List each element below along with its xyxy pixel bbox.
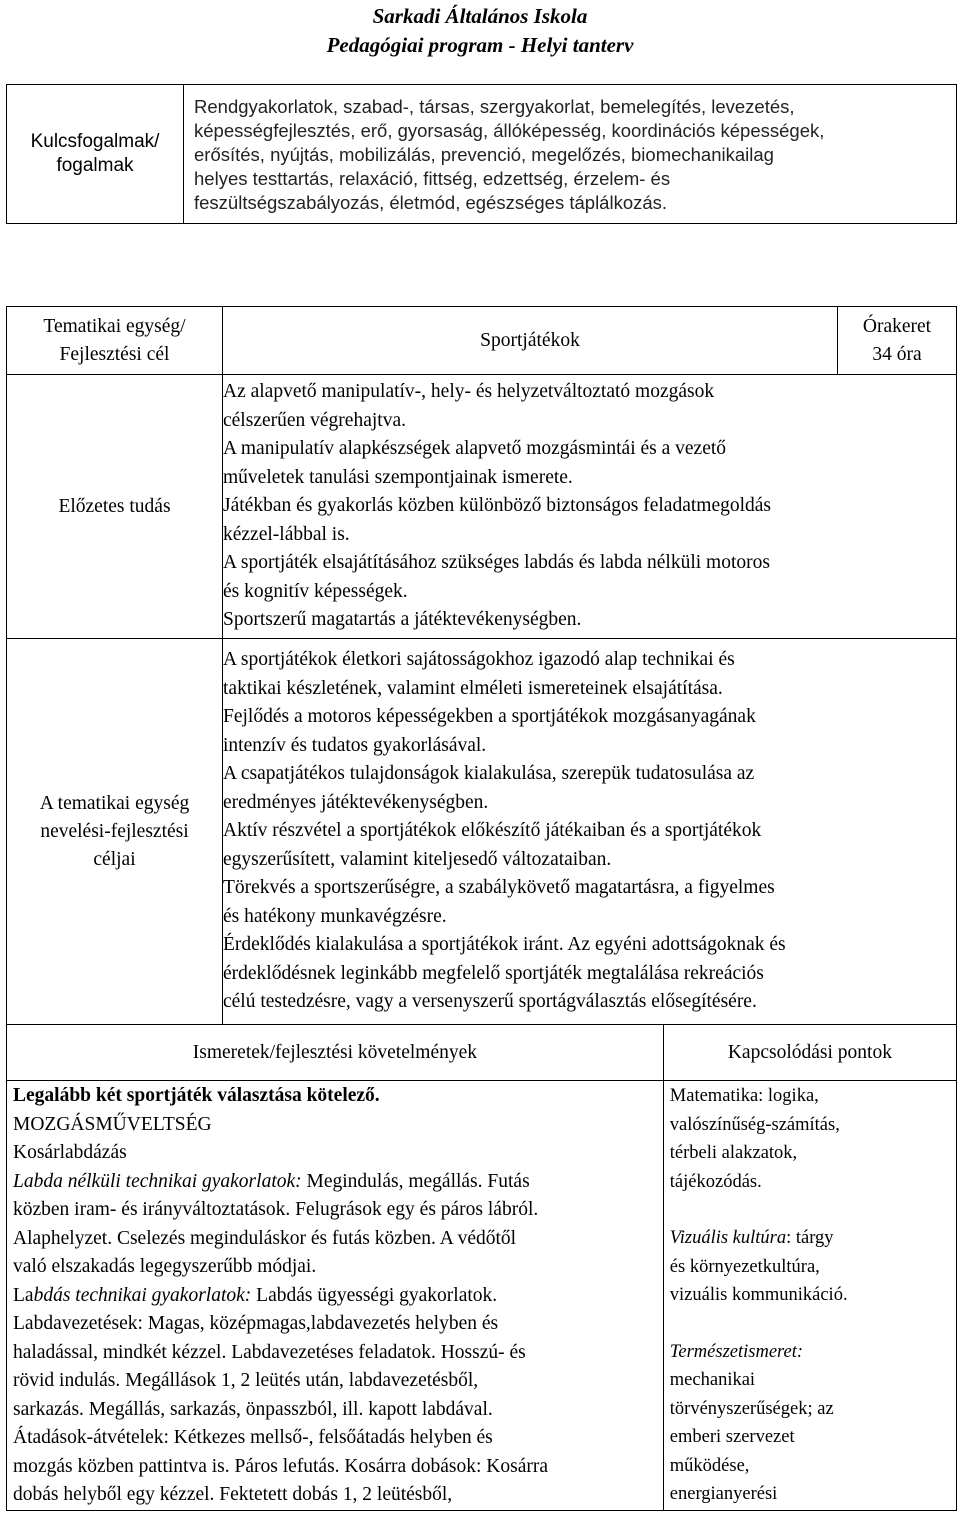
- key-concepts-table: [6, 84, 957, 224]
- prior-knowledge-label: Előzetes tudás: [7, 375, 223, 639]
- requirements-body: Legalább két sportjáték választása kötelező. MOZGÁSMŰVELTSÉG Kosárlabdázás Labda nélküli technikai gyakorlatok: Megindulás, megállás. Futás közben iram- és irányváltoztatások. Felugrások egy és páros lábról. Alaphelyzet. Cselezés meginduláskor és futás közben. A védőtől való elszakadás legegyszerűbb módjai. Labdás technikai gyakorlatok: Labdás ügyességi gyakorlatok. Labdavezetések: Magas, középmagas,labdavezetés helyben és haladással, mindkét kézzel. Labdavezetéses feladatok. Hosszú- és rövid indulás. Megállások 1, 2 leütés után, labdavezetésből, sarkazás. Megállás, sarkazás, önpasszból, ill. kapott labdával. Átadások-átvételek: Kétkezes mellső-, felsőátadás helyben és mozgás közben pattintva is. Páros lefutás. Kosárra dobások: Kosárra dobás helyből egy kézzel. Fektetett dobás 1, 2 leütésből,: [7, 1081, 664, 1511]
- requirements-header: Ismeretek/fejlesztési követelmények: [7, 1025, 664, 1081]
- prior-knowledge-text: Az alapvető manipulatív-, hely- és helyzetváltoztató mozgások célszerűen végrehajtva. A manipulatív alapkészségek alapvető mozgásmintái és a vezető műveletek tanulási szempontjainak ismerete. Játékban és gyakorlás közben különböző biztonságos feladatmegoldás kézzel-lábbal is. A sportjáték elsajátításához szükséges labdás és labda nélküli motoros és kognitív képességek. Sportszerű magatartás a játéktevékenységben.: [223, 375, 957, 639]
- key-concepts-line: erősítés, nyújtás, mobilizálás, prevenció, megelőzés, biomechanikailag: [194, 144, 774, 165]
- key-concepts-line: feszültségszabályozás, életmód, egészséges táplálkozás.: [194, 192, 668, 213]
- school-name: Sarkadi Általános Iskola: [372, 4, 588, 28]
- connections-body: Matematika: logika, valószínűség-számítás, térbeli alakzatok, tájékozódás. Vizuális kultúra: tárgy és környezetkultúra, vizuális kommunikáció. Természetismeret: mechanikai törvényszerűségek; az emberi szervezet működése, energianyerési: [663, 1081, 956, 1511]
- sport-name: Kosárlabdázás: [13, 1142, 127, 1163]
- section-heading: MOZGÁSMŰVELTSÉG: [13, 1113, 212, 1135]
- hours-cell: [838, 307, 957, 375]
- key-concepts-label: Kulcsfogalmak/ fogalmak: [7, 85, 184, 224]
- unit-table: [6, 306, 957, 1511]
- hours-value: 34 óra: [872, 343, 922, 365]
- goals-label: A tematikai egység nevelési-fejlesztési céljai: [7, 639, 223, 1025]
- key-concepts-line: képességfejlesztés, erő, gyorsaság, állóképesség, koordinációs képességek,: [194, 120, 825, 141]
- program-title: Pedagógiai program - Helyi tanterv: [326, 33, 634, 57]
- connections-header: Kapcsolódási pontok: [663, 1025, 956, 1081]
- key-concepts-line: Rendgyakorlatok, szabad-, társas, szergyakorlat, bemelegítés, levezetés,: [194, 96, 795, 117]
- mandatory-note: Legalább két sportjáték választása kötelező.: [13, 1085, 380, 1106]
- goals-text: A sportjátékok életkori sajátosságokhoz igazodó alap technikai és taktikai készletének, valamint elméleti ismereteinek elsajátítása. Fejlődés a motoros képességekben a sportjátékok mozgásanyagának intenzív és tudatos gyakorlásával. A csapatjátékos tulajdonságok kialakulása, szerepük tudatosulása az eredményes játéktevékenységben. Aktív részvétel a sportjátékok előkészítő játékaiban és a sportjátékok egyszerűsített, valamint kiteljesedő változataiban. Törekvés a sportszerűségre, a szabálykövető magatartásra, a figyelmes és hatékony munkavégzésre. Érdeklődés kialakulása a sportjátékok iránt. Az egyéni adottságoknak és érdeklődésnek leginkább megfelelő sportjáték megtalálása rekreációs célú testedzésre, vagy a versenyszerű sportágválasztás elősegítésére.: [223, 639, 957, 1025]
- key-concepts-line: helyes testtartás, relaxáció, fittség, edzettség, érzelem- és: [194, 168, 671, 189]
- unit-title: Sportjátékok: [223, 307, 838, 375]
- unit-label: Tematikai egység/ Fejlesztési cél: [7, 307, 223, 375]
- hours-label: Órakeret: [862, 315, 932, 337]
- key-concepts-text: [184, 85, 957, 224]
